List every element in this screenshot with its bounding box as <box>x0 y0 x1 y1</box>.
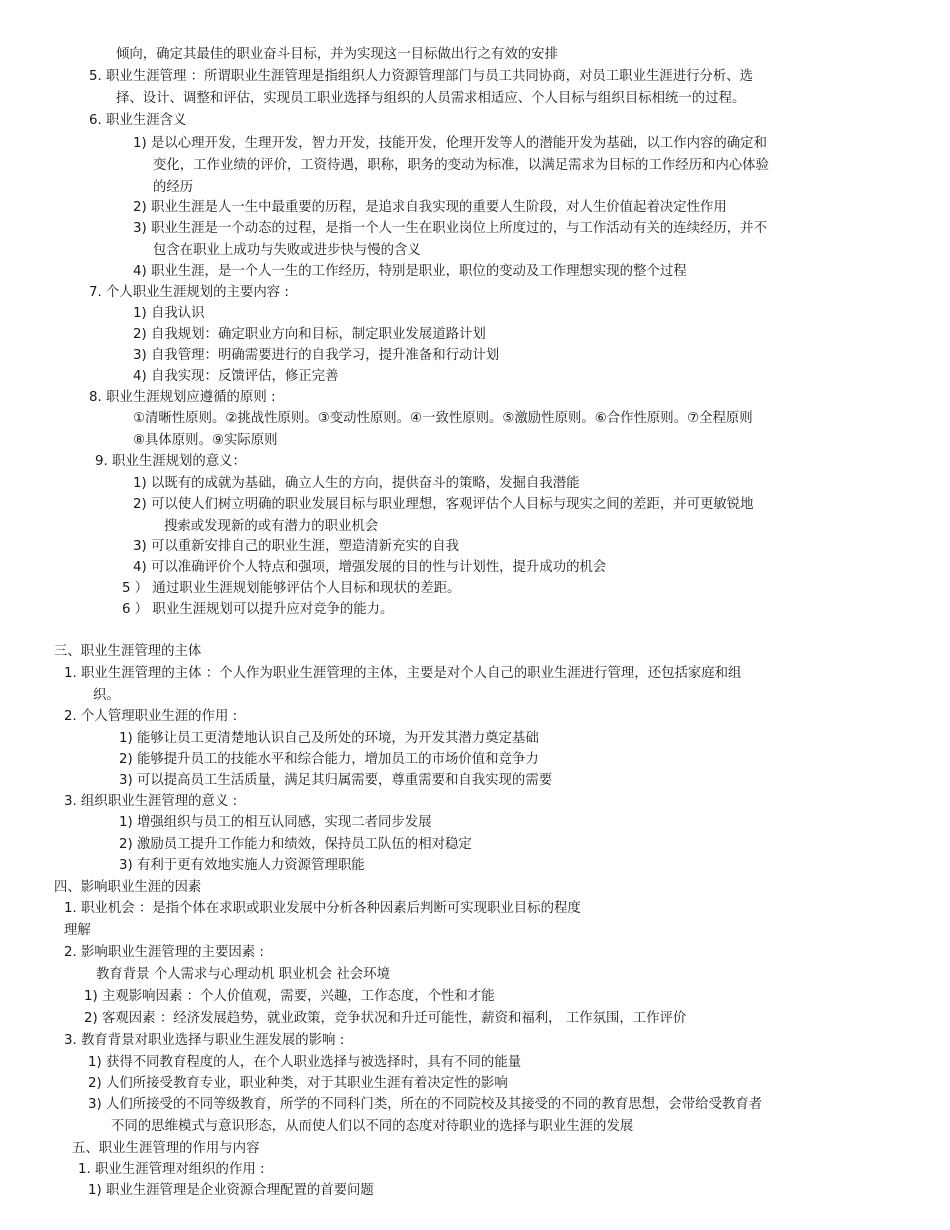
text-line: 2) 客观因素 ：经济发展趋势，就业政策，竞争状况和升迁可能性，薪资和福利， 工作氛围，工作评价 <box>84 1011 687 1026</box>
text-line: ①清晰性原则。②挑战性原则。③变动性原则。④一致性原则。⑤激励性原则。⑥合作性原则。⑦全程原则 <box>133 411 753 426</box>
text-line: 2) 可以使人们树立明确的职业发展目标与职业理想，客观评估个人目标与现实之间的差距，并可更敏锐地 <box>133 497 754 512</box>
text-line: 1) 主观影响因素 ：个人价值观，需要，兴趣，工作态度，个性和才能 <box>84 989 495 1004</box>
text-line: 搜索或发现新的或有潜力的职业机会 <box>164 519 379 534</box>
text-line: 2) 自我规划：确定职业方向和目标，制定职业发展道路计划 <box>133 327 486 342</box>
text-line: 1) 能够让员工更清楚地认识自己及所处的环境，为开发其潜力奠定基础 <box>119 731 539 746</box>
text-line: 教育背景 个人需求与心理动机 职业机会 社会环境 <box>96 967 390 982</box>
text-line: 3) 自我管理：明确需要进行的自我学习，提升准备和行动计划 <box>133 348 500 363</box>
text-line: 五、职业生涯管理的作用与内容 <box>72 1141 260 1156</box>
text-line: 6. 职业生涯含义 <box>89 113 187 128</box>
text-line: 3) 职业生涯是一个动态的过程，是指一个人一生在职业岗位上所度过的，与工作活动有关的连续经历，并不 <box>133 221 767 236</box>
text-line: 3) 可以重新安排自己的职业生涯，塑造清新充实的自我 <box>133 539 459 554</box>
text-line: 5. 职业生涯管理 ：所谓职业生涯管理是指组织人力资源管理部门与员工共同协商，对员工职业生涯进行分析、选 <box>89 69 754 84</box>
text-line: 7. 个人职业生涯规划的主要内容 : <box>89 285 289 300</box>
text-line: 5 ） 通过职业生涯规划能够评估个人目标和现状的差距。 <box>122 581 461 596</box>
text-line: 8. 职业生涯规划应遵循的原则 : <box>89 390 276 405</box>
text-line: 的经历 <box>153 180 194 195</box>
text-line: 2. 个人管理职业生涯的作用 : <box>64 709 238 724</box>
text-line: 2) 职业生涯是人一生中最重要的历程，是追求自我实现的重要人生阶段，对人生价值起着决定性作用 <box>133 200 727 215</box>
text-line: 倾向，确定其最佳的职业奋斗目标，并为实现这一目标做出行之有效的安排 <box>116 47 558 62</box>
text-line: 2) 激励员工提升工作能力和绩效，保持员工队伍的相对稳定 <box>119 837 472 852</box>
text-line: 2) 人们所接受教育专业，职业种类，对于其职业生涯有着决定性的影响 <box>88 1076 508 1091</box>
text-line: 1) 获得不同教育程度的人，在个人职业选择与被选择时，具有不同的能量 <box>88 1055 522 1070</box>
text-line: 3) 可以提高员工生活质量，满足其归属需要，尊重需要和自我实现的需要 <box>119 773 553 788</box>
text-line: 3) 有利于更有效地实施人力资源管理职能 <box>119 858 365 873</box>
text-line: 1) 以既有的成就为基础，确立人生的方向，提供奋斗的策略，发掘自我潜能 <box>133 476 580 491</box>
text-line: 2) 能够提升员工的技能水平和综合能力，增加员工的市场价值和竞争力 <box>119 752 539 767</box>
text-line: 三、职业生涯管理的主体 <box>54 644 202 659</box>
text-line: 1. 职业生涯管理的主体 ：个人作为职业生涯管理的主体，主要是对个人自己的职业生涯进行管理，还包括家庭和组 <box>64 666 742 681</box>
text-line: 择、设计、调整和评估，实现员工职业选择与组织的人员需求相适应、个人目标与组织目标相统一的过程。 <box>116 91 746 106</box>
text-line: 四、影响职业生涯的因素 <box>54 880 202 895</box>
text-line: 变化，工作业绩的评价，工资待遇，职称，职务的变动为标准，以满足需求为目标的工作经历和内心体验 <box>153 158 769 173</box>
text-line: 包含在职业上成功与失败或进步快与慢的含义 <box>153 243 421 258</box>
text-line: 1. 职业生涯管理对组织的作用 : <box>78 1162 265 1177</box>
text-line: 3. 组织职业生涯管理的意义 : <box>64 794 238 809</box>
text-line: 织。 <box>93 688 120 703</box>
text-line: 9. 职业生涯规划的意义： <box>95 454 246 469</box>
text-line: 2. 影响职业生涯管理的主要因素 : <box>64 945 264 960</box>
text-line: 4) 职业生涯，是一个人一生的工作经历，特别是职业，职位的变动及工作理想实现的整个过程 <box>133 264 687 279</box>
text-line: 1) 增强组织与员工的相互认同感，实现二者同步发展 <box>119 815 432 830</box>
text-line: 不同的思维模式与意识形态，从而使人们以不同的态度对待职业的选择与职业生涯的发展 <box>111 1119 634 1134</box>
text-line: 1. 职业机会 ：是指个体在求职或职业发展中分析各种因素后判断可实现职业目标的程度 <box>64 901 581 916</box>
text-line: 1) 职业生涯管理是企业资源合理配置的首要问题 <box>88 1183 374 1198</box>
text-line: 3) 人们所接受的不同等级教育，所学的不同科门类，所在的不同院校及其接受的不同的教育思想，会带给受教育者 <box>88 1097 763 1112</box>
text-line: 理解 <box>64 923 91 938</box>
text-line: 6 ） 职业生涯规划可以提升应对竞争的能力。 <box>122 602 394 617</box>
text-line: 4) 可以准确评价个人特点和强项，增强发展的目的性与计划性，提升成功的机会 <box>133 560 607 575</box>
text-line: ⑧具体原则。⑨实际原则 <box>133 433 278 448</box>
text-line: 4) 自我实现：反馈评估，修正完善 <box>133 369 339 384</box>
text-line: 1) 是以心理开发，生理开发，智力开发，技能开发，伦理开发等人的潜能开发为基础，以工作内容的确定和 <box>133 136 767 151</box>
text-line: 1) 自我认识 <box>133 306 205 321</box>
text-line: 3. 教育背景对职业选择与职业生涯发展的影响 : <box>64 1033 345 1048</box>
